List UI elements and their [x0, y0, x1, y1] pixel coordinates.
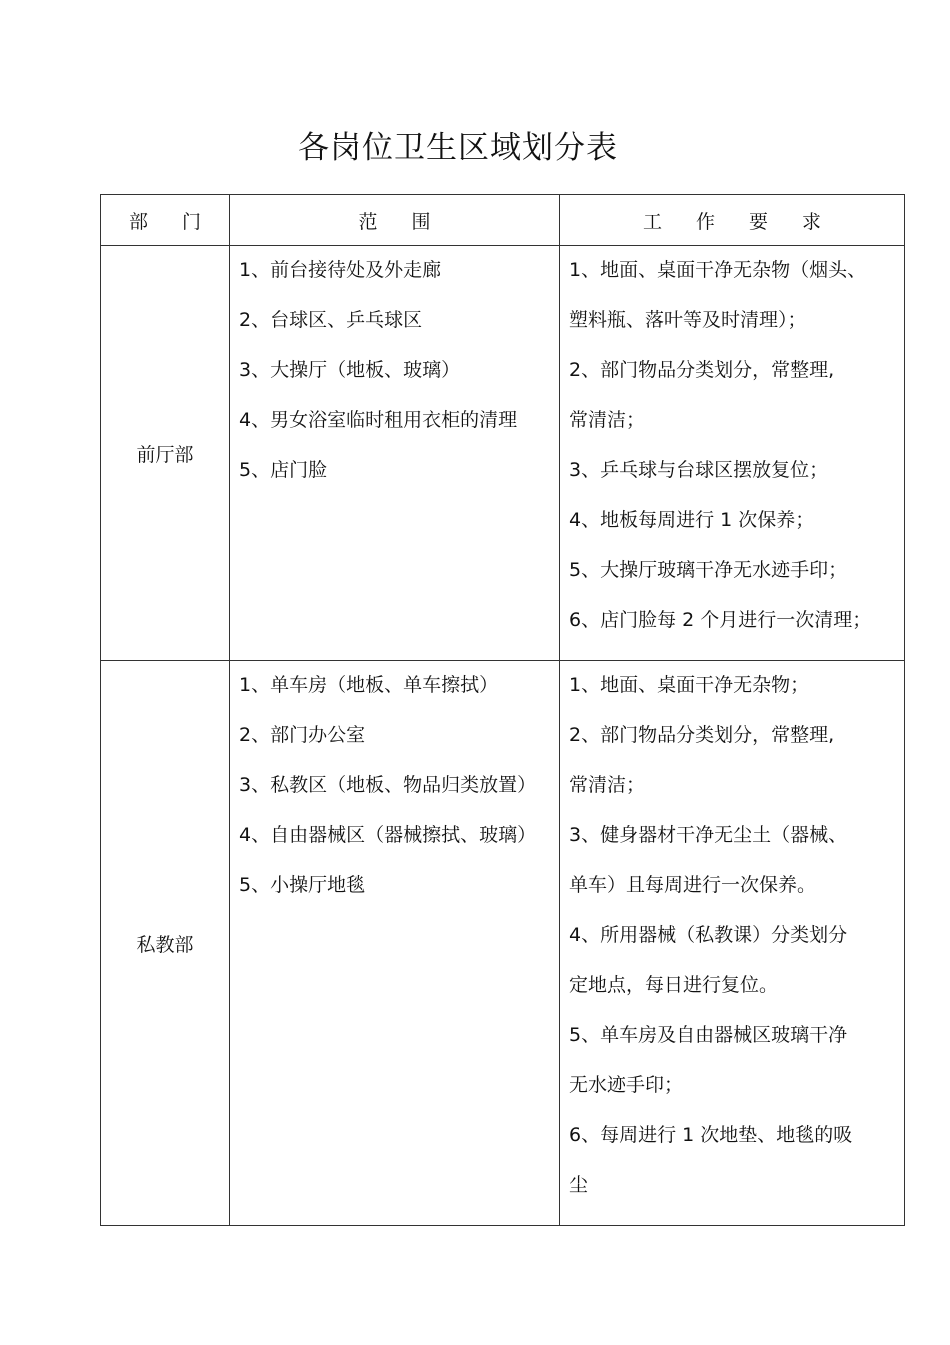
requirement-line: 6、每周进行 1 次地垫、地毯的吸 [569, 1124, 853, 1146]
table-row [101, 246, 905, 661]
scope-cell [230, 246, 560, 661]
requirement-line: 无水迹手印； [569, 1074, 684, 1096]
page-title: 各岗位卫生区域划分表 [298, 130, 618, 166]
requirement-line: 4、所用器械（私教课）分类划分 [569, 924, 848, 946]
header-scope: 范 围 [230, 195, 560, 246]
requirement-line: 5、单车房及自由器械区玻璃干净 [569, 1024, 848, 1046]
scope-cell [230, 661, 560, 1226]
requirement-line: 塑料瓶、落叶等及时清理）； [569, 309, 807, 331]
scope-item: 3、大操厅（地板、玻璃） [239, 359, 461, 381]
requirement-line: 常清洁； [569, 774, 646, 796]
scope-item: 5、店门脸 [239, 459, 328, 481]
requirement-line: 尘 [569, 1174, 589, 1196]
department-cell: 私教部 [101, 661, 230, 1226]
requirement-line: 3、健身器材干净无尘土（器械、 [569, 824, 848, 846]
requirements-cell [560, 246, 905, 661]
department-cell: 前厅部 [101, 246, 230, 661]
requirement-line: 6、店门脸每 2 个月进行一次清理； [569, 609, 872, 631]
scope-item: 1、前台接待处及外走廊 [239, 259, 442, 281]
requirement-line: 2、部门物品分类划分，常整理, [569, 359, 835, 381]
header-department: 部 门 [101, 195, 230, 246]
scope-item: 5、小操厅地毯 [239, 874, 366, 896]
requirement-line: 定地点，每日进行复位。 [569, 974, 779, 996]
scope-item: 2、台球区、乒乓球区 [239, 309, 423, 331]
scope-item: 2、部门办公室 [239, 724, 366, 746]
requirement-line: 5、大操厅玻璃干净无水迹手印； [569, 559, 848, 581]
sanitation-table [100, 194, 905, 1226]
table-row [101, 661, 905, 1226]
requirement-line: 1、地面、桌面干净无杂物； [569, 674, 810, 696]
requirement-line: 2、部门物品分类划分，常整理, [569, 724, 835, 746]
scope-item: 4、男女浴室临时租用衣柜的清理 [239, 409, 518, 431]
requirement-line: 单车）且每周进行一次保养。 [569, 874, 817, 896]
header-requirements: 工 作 要 求 [560, 195, 905, 246]
requirements-cell [560, 661, 905, 1226]
requirement-line: 常清洁； [569, 409, 646, 431]
scope-item: 4、自由器械区（器械擦拭、玻璃） [239, 824, 537, 846]
requirement-line: 3、乒乓球与台球区摆放复位； [569, 459, 829, 481]
requirement-line: 1、地面、桌面干净无杂物（烟头、 [569, 259, 867, 281]
table-header-row [101, 195, 905, 246]
scope-item: 3、私教区（地板、物品归类放置） [239, 774, 537, 796]
requirement-line: 4、地板每周进行 1 次保养； [569, 509, 815, 531]
scope-item: 1、单车房（地板、单车擦拭） [239, 674, 499, 696]
